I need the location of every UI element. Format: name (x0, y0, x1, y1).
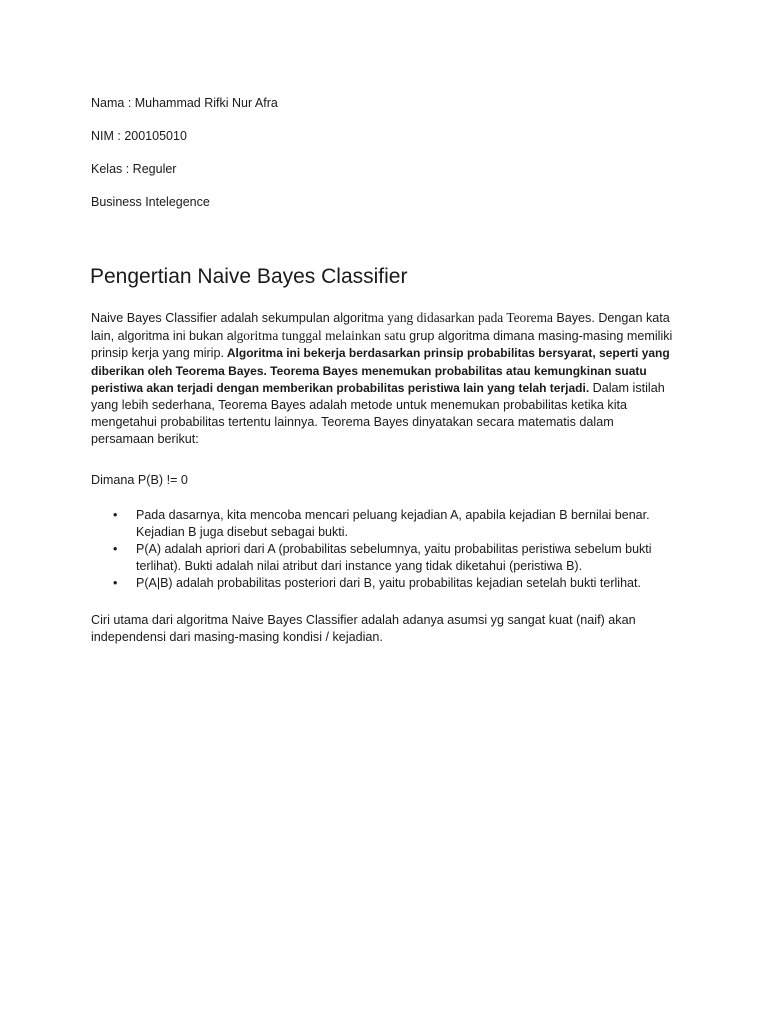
intro-segment-6: Algoritma ini bekerja berdasarkan prinsip probabilitas bersyarat, seperti yang diberikan oleh Teorema Bayes. Teorema Bayes menemukan probabilitas atau kemungkinan suatu peristiwa akan terjadi dengan memberikan probabilitas peristiwa lain yang telah terjadi. (91, 346, 670, 395)
section-title: Pengertian Naive Bayes Classifier (90, 265, 408, 288)
condition-line: Dimana P(B) != 0 (91, 473, 188, 487)
student-class: Kelas : Reguler (91, 162, 177, 176)
list-item-text: P(A|B) adalah probabilitas posteriori dari B, yaitu probabilitas kejadian setelah bukti terlihat. (136, 576, 641, 590)
intro-paragraph (91, 309, 676, 449)
list-item-text: P(A) adalah apriori dari A (probabilitas sebelumnya, yaitu probabilitas peristiwa sebelum bukti terlihat). Bukti adalah nilai atribut dari instance yang tidak diketahui (peristiwa B). (136, 542, 652, 573)
student-name: Nama : Muhammad Rifki Nur Afra (91, 96, 278, 110)
bullet-list (91, 507, 676, 592)
list-item-text: Pada dasarnya, kita mencoba mencari peluang kejadian A, apabila kejadian B bernilai benar. Kejadian B juga disebut sebagai bukti. (136, 508, 650, 539)
intro-segment-5: grup algoritma dimana masing-masing memiliki prinsip kerja yang mirip. (91, 329, 673, 361)
conclusion-paragraph: Ciri utama dari algoritma Naive Bayes Classifier adalah adanya asumsi yg sangat kuat (naif) akan independensi dari masing-masing kondisi / kejadian. (91, 613, 636, 645)
intro-segment-2: ma yang didasarkan pada Teorema (367, 310, 557, 325)
intro-segment-3: Bayes. Dengan kata lain, algoritma ini bukan al (91, 311, 670, 344)
bullet-icon: • (113, 576, 118, 590)
intro-segment-1: Naive Bayes Classifier adalah sekumpulan algorit (91, 311, 368, 325)
intro-segment-4: goritma tunggal melainkan satu (236, 328, 410, 344)
list-item (91, 575, 676, 592)
intro-segment-7: Dalam istilah yang lebih sederhana, Teorema Bayes adalah metode untuk menemukan probabilitas ketika kita mengetahui probabilitas tertentu lainnya. Teorema Bayes dinyatakan secara matematis dalam persamaan berikut: (91, 380, 665, 447)
bullet-icon: • (113, 542, 118, 556)
list-item (91, 507, 676, 541)
bullet-icon: • (113, 508, 118, 522)
list-item (91, 541, 676, 575)
course-name: Business Intelegence (91, 195, 210, 209)
student-nim: NIM : 200105010 (91, 129, 187, 143)
